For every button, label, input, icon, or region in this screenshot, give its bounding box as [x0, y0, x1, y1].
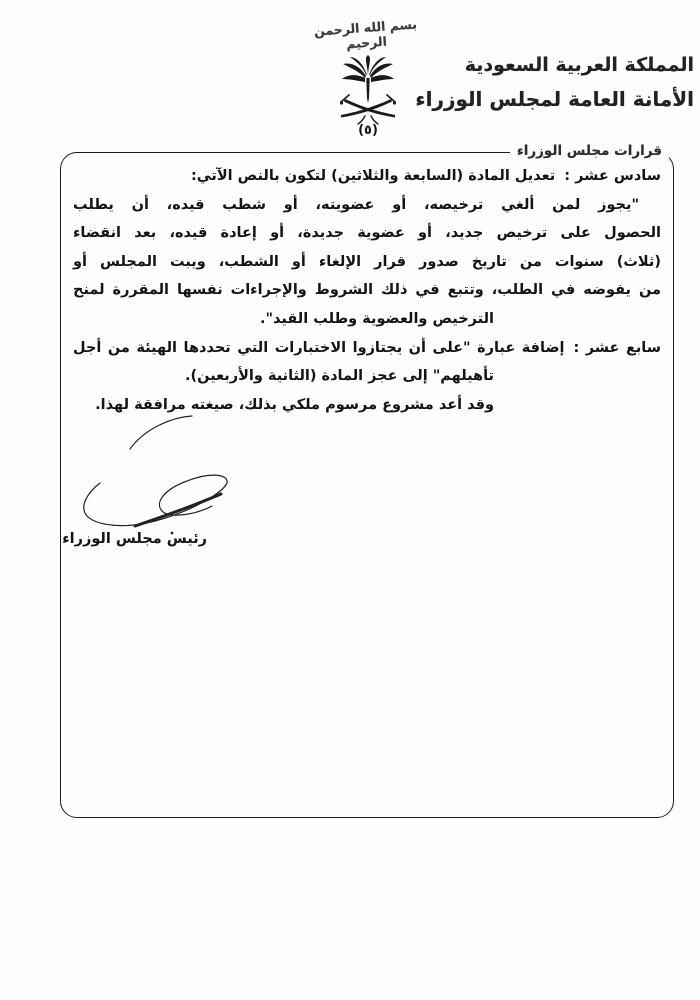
clause-text: "يجوز لمن ألغي ترخيصه، أو عضويته، أو شطب قيده، أن يطلب: [73, 196, 639, 213]
decree-box: [60, 143, 674, 818]
clause-text: الحصول على ترخيص جديد، أو عضوية جديدة، أو إعادة قيده، بعد انقضاء: [73, 225, 661, 242]
decree-text-line: [73, 334, 661, 363]
letterhead: [415, 48, 694, 116]
signature-scrawl-icon: [75, 413, 263, 539]
clause-text: وقد أعد مشروع مرسوم ملكي بذلك، صيغته مرافقة لهذا.: [95, 396, 494, 413]
decree-text-line: [73, 162, 661, 191]
decree-text-line: [73, 305, 661, 334]
decree-text-line: [73, 219, 661, 248]
decree-box-title: قرارات مجلس الوزراء: [510, 140, 669, 162]
decree-text-line: [73, 362, 661, 391]
clause-text: الترخيص والعضوية وطلب القيد".: [259, 310, 494, 327]
clause-text: تأهيلهم" إلى عجز المادة (الثانية والأربعين).: [185, 368, 494, 385]
decree-text: [61, 153, 673, 419]
decree-text-line: [73, 248, 661, 277]
bismillah-calligraphy: بسم الله الرحمن الرحيم: [313, 16, 418, 52]
clause-text: من يفوضه في الطلب، وتتبع في ذلك الشروط والإجراءات نفسها المقررة لمنح: [73, 282, 661, 299]
decree-text-line: [73, 276, 661, 305]
letterhead-kingdom: المملكة العربية السعودية: [464, 54, 694, 76]
clause-label: سابع عشر :: [573, 339, 661, 356]
saudi-emblem-icon: [336, 54, 400, 126]
page-number: (٥): [358, 123, 378, 138]
signatory-title: رئيس مجلس الوزراء: [62, 531, 207, 547]
clause-text: إضافة عبارة "على أن يجتازوا الاختبارات التي تحددها الهيئة من أجل: [73, 339, 565, 356]
letterhead-secretariat: الأمانة العامة لمجلس الوزراء: [415, 87, 694, 111]
clause-text: تعديل المادة (السابعة والثلاثين) لتكون بالنص الآتي:: [190, 168, 556, 184]
clause-label: سادس عشر :: [564, 168, 661, 184]
decree-text-line: [73, 191, 661, 220]
clause-text: (ثلاث) سنوات من تاريخ صدور قرار الإلغاء أو الشطب، ويبت المجلس أو: [73, 253, 661, 270]
